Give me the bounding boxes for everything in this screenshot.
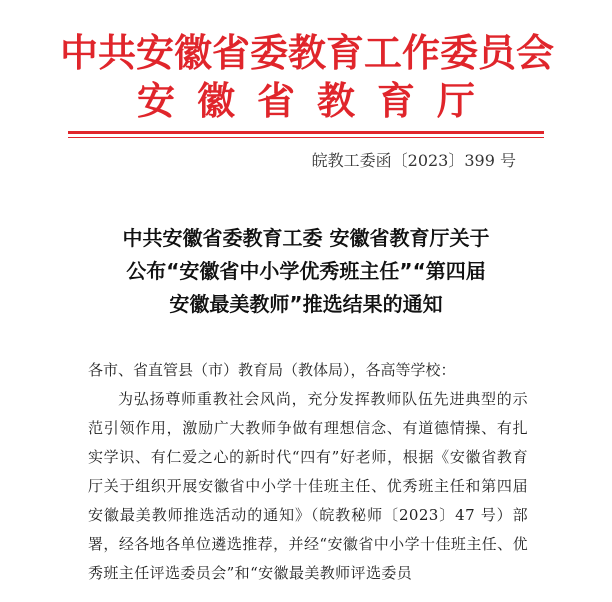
letterhead-org-name: 中共安徽省委教育工作委员会: [60, 30, 555, 75]
salutation: 各市、省直管县（市）教育局（教体局），各高等学校：: [88, 361, 456, 379]
letterhead-dept-name: 安徽省教育厅: [136, 78, 497, 123]
title-line-1: 中共安徽省委教育工委 安徽省教育厅关于: [122, 226, 490, 250]
document-number: 皖教工委函〔2023〕399 号: [311, 151, 516, 170]
red-divider-thin: [68, 137, 544, 138]
title-line-3: 安徽最美教师”推选结果的通知: [169, 292, 443, 316]
red-divider-thick: [68, 131, 544, 134]
title-line-2: 公布“安徽省中小学优秀班主任”“第四届: [126, 259, 486, 283]
body-paragraph: 为弘扬尊师重教社会风尚，充分发挥教师队伍先进典型的示范引领作用，激励广大教师争做有理想信念、有道德情操、有扎实学识、有仁爱之心的新时代“四有”好老师，根据《安徽省教育厅关于组织开展安徽省中小学十佳班主任、优秀班主任和第四届安徽最美教师推选活动的通知》（皖教秘师〔2023〕47 号）部署，经各地各单位遴选推荐，并经“安徽省中小学十佳班主任、优秀班主任评选委员会”和“安徽最美教师评选委员: [88, 390, 528, 582]
document-title: [70, 222, 542, 321]
